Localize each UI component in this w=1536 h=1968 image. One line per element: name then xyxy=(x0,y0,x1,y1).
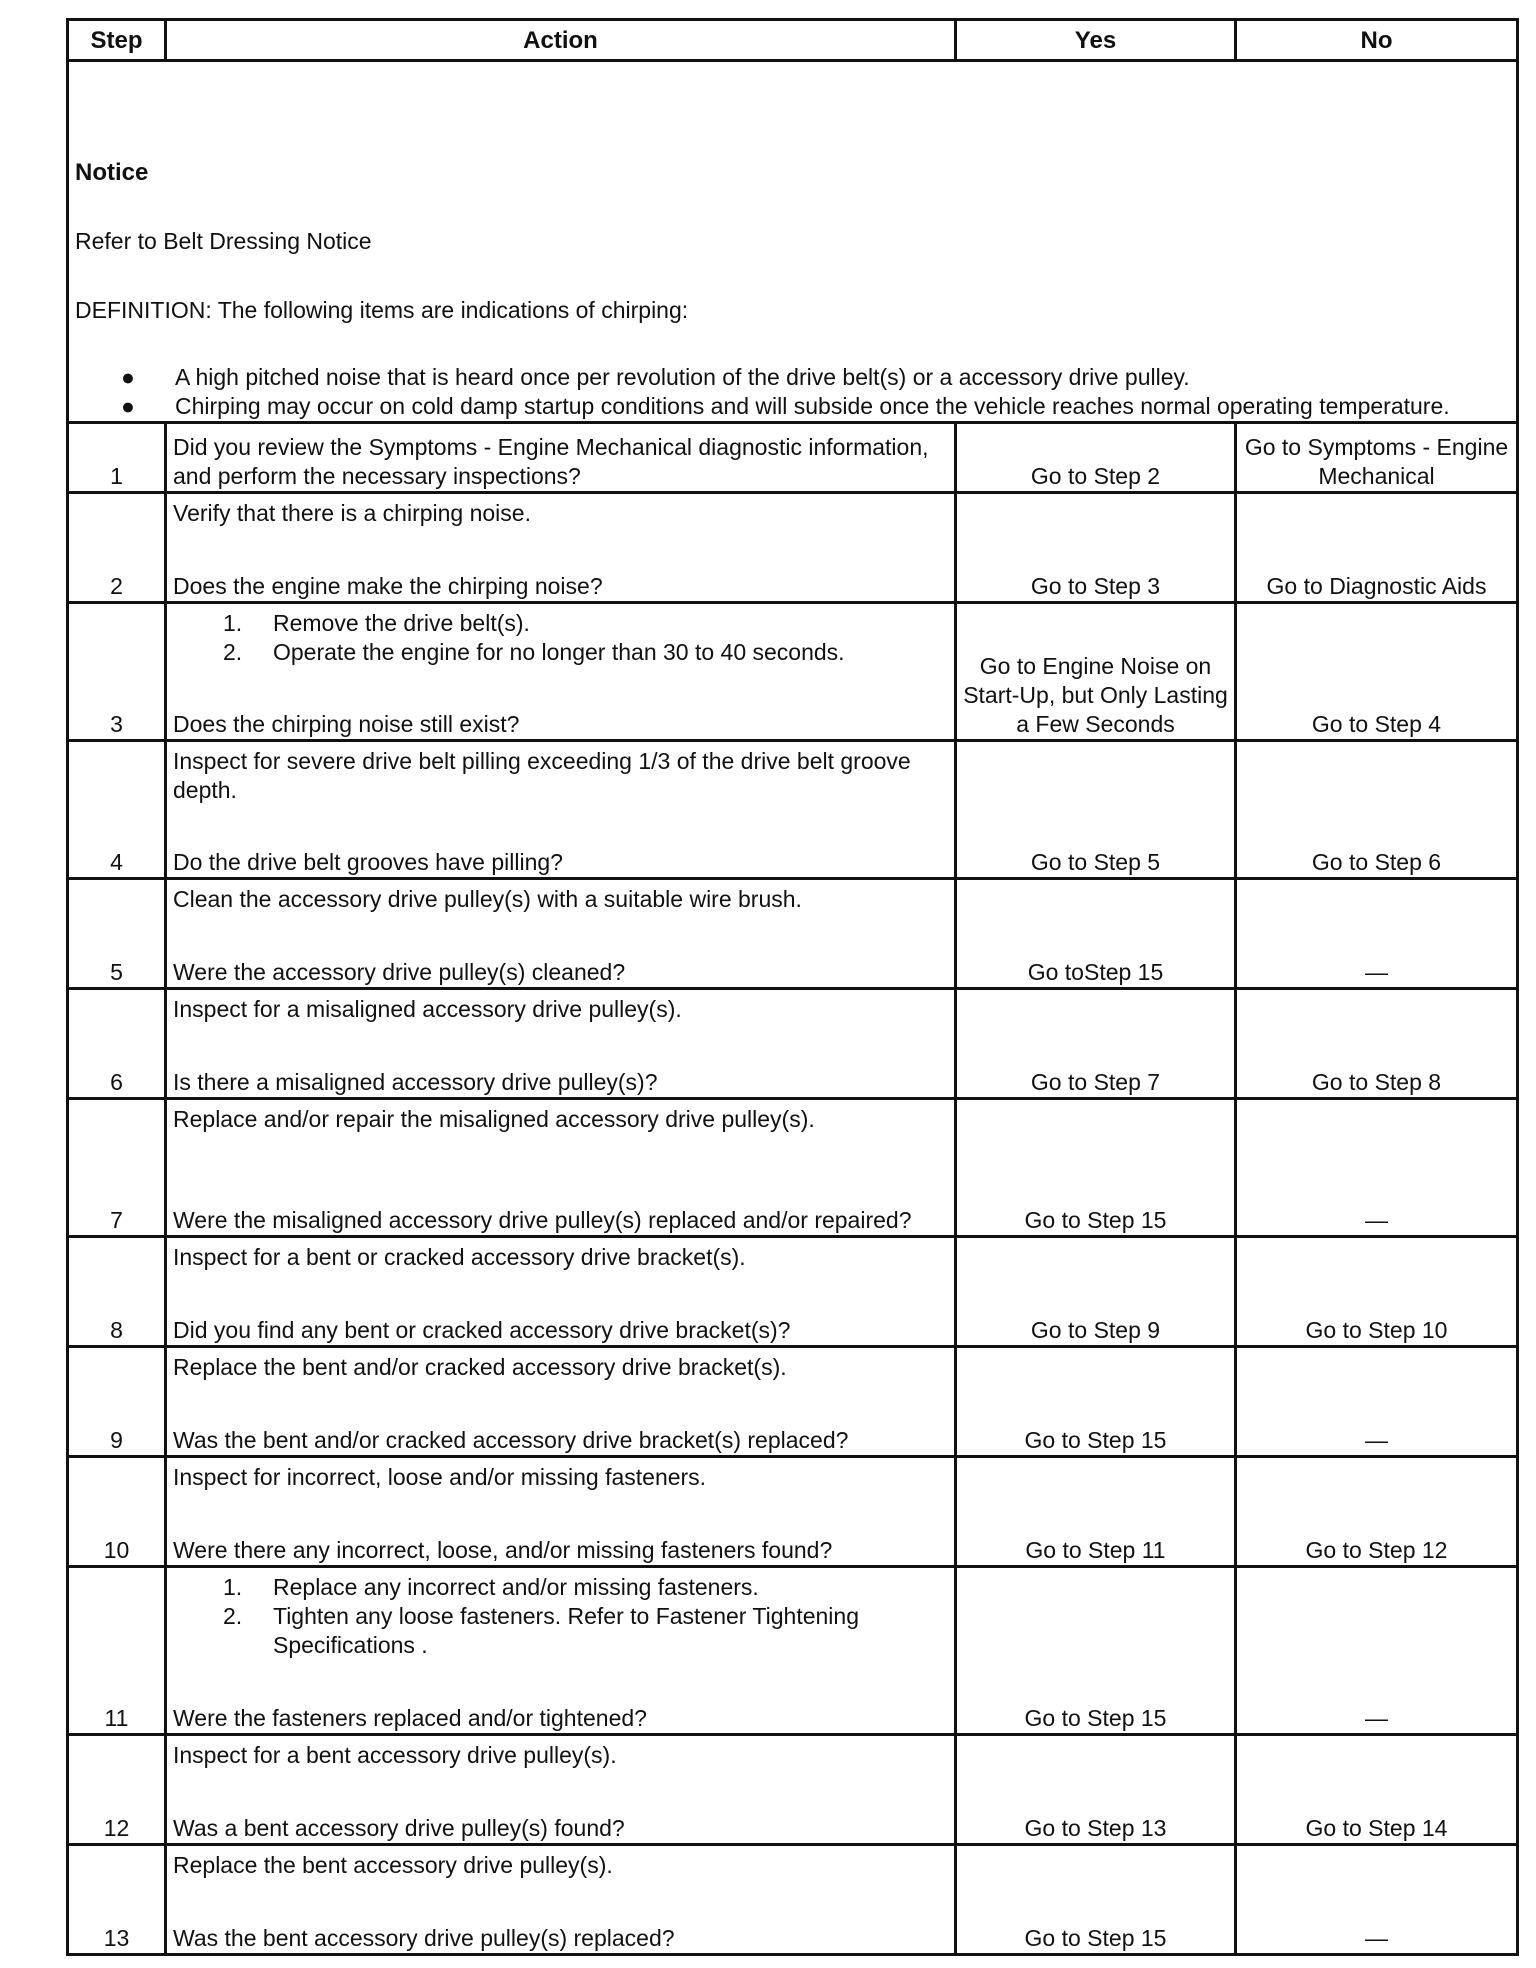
no-result: Go to Step 10 xyxy=(1236,1237,1518,1347)
action-question: Were the fasteners replaced and/or tightened? xyxy=(173,1705,647,1731)
list-item xyxy=(173,1602,948,1660)
no-result: — xyxy=(1236,1845,1518,1955)
step-number: 9 xyxy=(68,1347,166,1457)
action-cell xyxy=(166,493,956,603)
action-instruction: Replace and/or repair the misaligned accessory drive pulley(s). xyxy=(173,1106,815,1132)
yes-result: Go to Step 15 xyxy=(956,1099,1236,1237)
action-instruction: Clean the accessory drive pulley(s) with a suitable wire brush. xyxy=(173,886,802,912)
header-yes: Yes xyxy=(956,20,1236,61)
yes-result: Go to Step 11 xyxy=(956,1457,1236,1567)
yes-result: Go to Step 5 xyxy=(956,741,1236,879)
step-number: 5 xyxy=(68,879,166,989)
table-row xyxy=(68,423,1518,493)
diagnostic-table xyxy=(66,18,1519,1956)
action-instruction: Verify that there is a chirping noise. xyxy=(173,500,531,526)
action-cell xyxy=(166,1845,956,1955)
list-item xyxy=(173,609,948,638)
step-number: 2 xyxy=(68,493,166,603)
step-number: 13 xyxy=(68,1845,166,1955)
action-question: Was the bent and/or cracked accessory drive bracket(s) replaced? xyxy=(173,1427,849,1453)
table-row xyxy=(68,1347,1518,1457)
header-action: Action xyxy=(166,20,956,61)
action-instruction: Replace the bent accessory drive pulley(s). xyxy=(173,1852,613,1878)
yes-result: Go to Step 13 xyxy=(956,1735,1236,1845)
substep-number: 2. xyxy=(223,639,243,665)
table-row xyxy=(68,1099,1518,1237)
action-question: Were the accessory drive pulley(s) cleaned? xyxy=(173,959,626,985)
yes-result: Go to Step 9 xyxy=(956,1237,1236,1347)
notice-definition: DEFINITION: The following items are indications of chirping: xyxy=(75,297,689,323)
notice-title: Notice xyxy=(75,159,149,186)
notice-reference: Refer to Belt Dressing Notice xyxy=(75,228,372,254)
action-cell xyxy=(166,1457,956,1567)
action-instruction: Inspect for severe drive belt pilling exceeding 1/3 of the drive belt groove depth. xyxy=(173,748,911,803)
list-item xyxy=(173,1573,948,1602)
header-step: Step xyxy=(68,20,166,61)
no-result: — xyxy=(1236,1567,1518,1735)
action-question: Do the drive belt grooves have pilling? xyxy=(173,849,563,875)
action-question: Were the misaligned accessory drive pulley(s) replaced and/or repaired? xyxy=(173,1207,912,1233)
no-result: Go to Symptoms - Engine Mechanical xyxy=(1236,423,1518,493)
action-cell xyxy=(166,1099,956,1237)
substep-text: Replace any incorrect and/or missing fasteners. xyxy=(273,1574,759,1600)
no-result: — xyxy=(1236,879,1518,989)
no-result: Go to Diagnostic Aids xyxy=(1236,493,1518,603)
step-number: 7 xyxy=(68,1099,166,1237)
list-item xyxy=(173,638,948,667)
table-row xyxy=(68,603,1518,741)
action-question: Does the engine make the chirping noise? xyxy=(173,573,603,599)
bullet-icon: ● xyxy=(121,393,135,419)
substep-text: Remove the drive belt(s). xyxy=(273,610,530,636)
step-number: 10 xyxy=(68,1457,166,1567)
action-question: Does the chirping noise still exist? xyxy=(173,711,520,737)
table-row xyxy=(68,1845,1518,1955)
substep-number: 1. xyxy=(223,610,243,636)
action-question: Was a bent accessory drive pulley(s) found? xyxy=(173,1815,625,1841)
bullet-icon: ● xyxy=(121,364,135,390)
table-row xyxy=(68,1735,1518,1845)
header-no: No xyxy=(1236,20,1518,61)
table-row xyxy=(68,741,1518,879)
yes-result: Go toStep 15 xyxy=(956,879,1236,989)
step-number: 1 xyxy=(68,423,166,493)
no-result: Go to Step 8 xyxy=(1236,989,1518,1099)
substep-list xyxy=(173,609,948,667)
substep-text: Operate the engine for no longer than 30 to 40 seconds. xyxy=(273,639,845,665)
yes-result: Go to Step 2 xyxy=(956,423,1236,493)
substep-number: 2. xyxy=(223,1603,243,1629)
step-number: 12 xyxy=(68,1735,166,1845)
action-question: Did you review the Symptoms - Engine Mechanical diagnostic information, and perform the necessary inspections? xyxy=(173,434,929,489)
notice-row xyxy=(68,61,1518,423)
substep-list xyxy=(173,1573,948,1660)
yes-result: Go to Step 15 xyxy=(956,1567,1236,1735)
table-row xyxy=(68,493,1518,603)
action-question: Is there a misaligned accessory drive pulley(s)? xyxy=(173,1069,658,1095)
no-result: Go to Step 12 xyxy=(1236,1457,1518,1567)
no-result: — xyxy=(1236,1347,1518,1457)
list-item: ● A high pitched noise that is heard once per revolution of the drive belt(s) or a accessory drive pulley. xyxy=(75,363,1510,392)
header-row xyxy=(68,20,1518,61)
action-instruction: Inspect for a bent or cracked accessory drive bracket(s). xyxy=(173,1244,746,1270)
step-number: 8 xyxy=(68,1237,166,1347)
action-cell xyxy=(166,1567,956,1735)
action-cell xyxy=(166,879,956,989)
table-row xyxy=(68,1457,1518,1567)
action-cell xyxy=(166,1237,956,1347)
yes-result: Go to Step 3 xyxy=(956,493,1236,603)
action-cell xyxy=(166,1735,956,1845)
no-result: — xyxy=(1236,1099,1518,1237)
action-question: Were there any incorrect, loose, and/or missing fasteners found? xyxy=(173,1537,833,1563)
action-question: Was the bent accessory drive pulley(s) replaced? xyxy=(173,1925,675,1951)
yes-result: Go to Step 15 xyxy=(956,1845,1236,1955)
step-number: 4 xyxy=(68,741,166,879)
step-number: 3 xyxy=(68,603,166,741)
action-instruction: Inspect for a bent accessory drive pulley(s). xyxy=(173,1742,617,1768)
substep-text: Tighten any loose fasteners. Refer to Fastener Tightening Specifications . xyxy=(273,1603,859,1658)
action-instruction: Inspect for a misaligned accessory drive pulley(s). xyxy=(173,996,682,1022)
no-result: Go to Step 14 xyxy=(1236,1735,1518,1845)
no-result: Go to Step 6 xyxy=(1236,741,1518,879)
no-result: Go to Step 4 xyxy=(1236,603,1518,741)
substep-number: 1. xyxy=(223,1574,243,1600)
yes-result: Go to Step 15 xyxy=(956,1347,1236,1457)
list-item: ● Chirping may occur on cold damp startup conditions and will subside once the vehicle reaches normal operating temperature. xyxy=(75,392,1510,421)
step-number: 11 xyxy=(68,1567,166,1735)
step-number: 6 xyxy=(68,989,166,1099)
action-cell xyxy=(166,989,956,1099)
table-row xyxy=(68,989,1518,1099)
action-cell xyxy=(166,741,956,879)
yes-result: Go to Engine Noise on Start-Up, but Only Lasting a Few Seconds xyxy=(956,603,1236,741)
action-cell xyxy=(166,603,956,741)
table-row xyxy=(68,1567,1518,1735)
notice-bullets xyxy=(75,363,1510,421)
notice-cell xyxy=(68,61,1518,423)
action-question: Did you find any bent or cracked accessory drive bracket(s)? xyxy=(173,1317,791,1343)
action-cell xyxy=(166,1347,956,1457)
action-instruction: Inspect for incorrect, loose and/or missing fasteners. xyxy=(173,1464,707,1490)
action-instruction: Replace the bent and/or cracked accessory drive bracket(s). xyxy=(173,1354,787,1380)
table-row xyxy=(68,879,1518,989)
table-row xyxy=(68,1237,1518,1347)
yes-result: Go to Step 7 xyxy=(956,989,1236,1099)
action-cell xyxy=(166,423,956,493)
